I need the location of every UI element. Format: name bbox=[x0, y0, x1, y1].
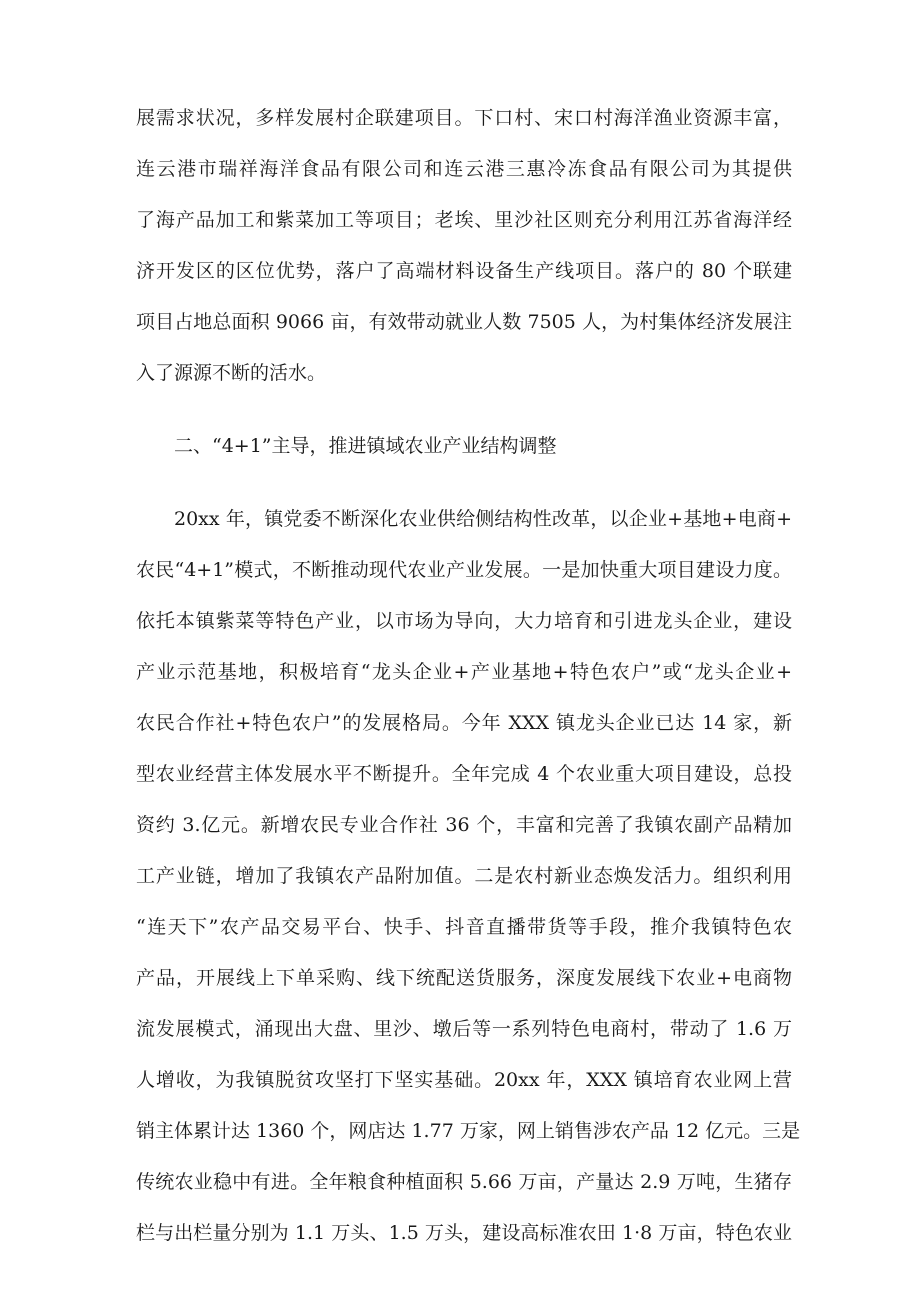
paragraph-village-enterprise bbox=[136, 93, 792, 399]
section-heading: 二、“4+1”主导，推进镇域农业产业结构调整 bbox=[174, 435, 557, 457]
text-line: 工产业链，增加了我镇农产品附加值。二是农村新业态焕发活力。组织利用 bbox=[136, 865, 792, 887]
text-line: 农民“4+1”模式，不断推动现代农业产业发展。一是加快重大项目建设力度。 bbox=[136, 559, 792, 581]
text-line: 传统农业稳中有进。全年粮食种植面积 5.66 万亩，产量达 2.9 万吨，生猪存 bbox=[136, 1171, 792, 1193]
text-line: 农民合作社+特色农户”的发展格局。今年 XXX 镇龙头企业已达 14 家，新 bbox=[136, 712, 792, 734]
text-line: 依托本镇紫菜等特色产业，以市场为导向，大力培育和引进龙头企业，建设 bbox=[136, 610, 792, 632]
text-line: 连云港市瑞祥海洋食品有限公司和连云港三惠冷冻食品有限公司为其提供 bbox=[136, 158, 792, 180]
text-line: 型农业经营主体发展水平不断提升。全年完成 4 个农业重大项目建设，总投 bbox=[136, 763, 792, 785]
text-line: 产品，开展线上下单采购、线下统配送货服务，深度发展线下农业+电商物 bbox=[136, 967, 792, 989]
text-line: 产业示范基地，积极培育“龙头企业+产业基地+特色农户”或“龙头企业+ bbox=[136, 661, 792, 683]
text-line: 人增收，为我镇脱贫攻坚打下坚实基础。20xx 年，XXX 镇培育农业网上营 bbox=[136, 1069, 792, 1091]
text-line: “连天下”农产品交易平台、快手、抖音直播带货等手段，推介我镇特色农 bbox=[136, 916, 792, 938]
text-line: 栏与出栏量分别为 1.1 万头、1.5 万头，建设高标准农田 1·8 万亩，特色农业 bbox=[136, 1222, 792, 1244]
paragraph-agri-structure bbox=[136, 494, 801, 1259]
text-line: 销主体累计达 1360 个，网店达 1.77 万家，网上销售涉农产品 12 亿元。三是 bbox=[136, 1120, 801, 1142]
paragraph-gap bbox=[136, 399, 792, 421]
text-line: 济开发区的区位优势，落户了高端材料设备生产线项目。落户的 80 个联建 bbox=[136, 260, 792, 282]
text-line: 入了源源不断的活水。 bbox=[136, 362, 327, 384]
text-line: 资约 3.亿元。新增农民专业合作社 36 个，丰富和完善了我镇农副产品精加 bbox=[136, 814, 792, 836]
text-line: 20xx 年，镇党委不断深化农业供给侧结构性改革，以企业+基地+电商+ bbox=[174, 508, 792, 530]
paragraph-gap bbox=[136, 472, 792, 494]
text-line: 了海产品加工和紫菜加工等项目；老埃、里沙社区则充分利用江苏省海洋经 bbox=[136, 209, 792, 231]
text-line: 展需求状况，多样发展村企联建项目。下口村、宋口村海洋渔业资源丰富， bbox=[136, 107, 792, 129]
text-line: 流发展模式，涌现出大盘、里沙、墩后等一系列特色电商村，带动了 1.6 万 bbox=[136, 1018, 792, 1040]
text-line: 项目占地总面积 9066 亩，有效带动就业人数 7505 人，为村集体经济发展注 bbox=[136, 311, 792, 333]
